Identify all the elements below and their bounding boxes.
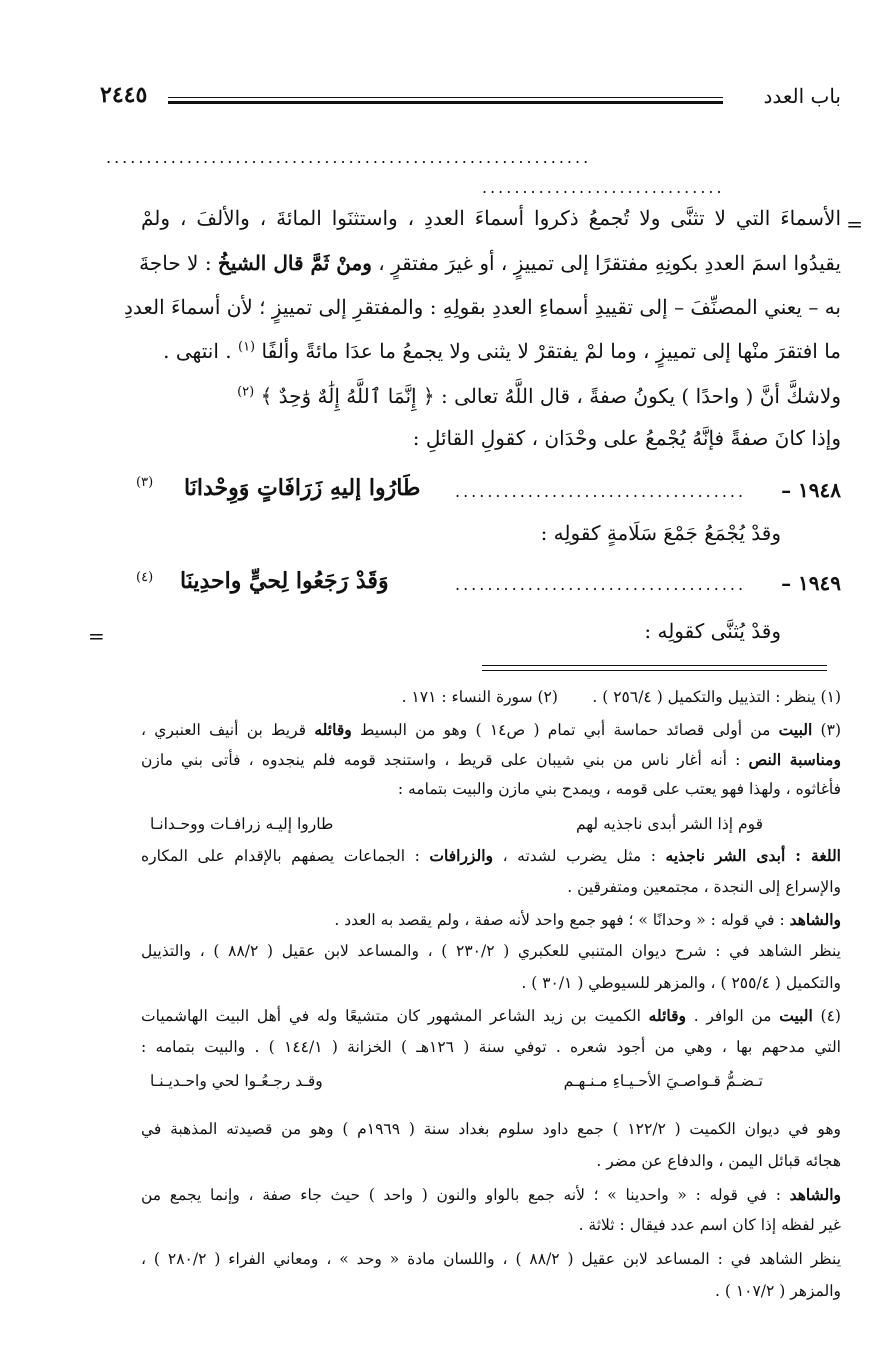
ellipsis-separator-short: .............................. <box>482 178 725 197</box>
footnote-bold: وقائله <box>314 720 352 739</box>
footnote-3-line: والإسراع إلى النجدة ، مجتمعين ومتفرقين . <box>567 878 841 896</box>
footnote-3-poem-second-hemistich: طاروا إليـه زرافـات ووحـدانـا <box>150 815 334 833</box>
verse-text: وَقَدْ رَجَعُوا لِحيٍّ واحدِينَا <box>180 568 389 594</box>
footnote-bold: والزرافات <box>429 846 494 865</box>
verse-ellipsis: .................................... <box>455 575 747 594</box>
footnote-reference: (٤) <box>136 570 154 585</box>
main-text-segment: يقيدُوا اسمَ العددِ بكونِهِ مفتقرًا إلى تمييزٍ ، أو غيرَ مفتقرٍ ، <box>371 251 841 275</box>
footnote-3-line <box>141 720 841 739</box>
footnote-4-line: والمزهر ( ١٠٧/٢ ) . <box>714 1282 841 1300</box>
footnote-segment: : أنه أغار ناس من بني شيبان على قريط ، واستنجد قومه فلم ينجدوه ، فأتى بني مازن <box>141 751 749 769</box>
footnote-bold: والشاهد <box>789 910 841 929</box>
main-text-line: وإذا كانَ صفةً فإنَّهُ يُجْمعُ على وحْدَان ، كقولِ القائلِ : <box>412 426 841 450</box>
main-text-line: به – يعني المصنِّفَ – إلى تقييدِ أسماءِ العددِ بقولِهِ : والمفتقرِ إلى تمييزٍ ؛ لأن أسماءَ العددِ <box>123 295 841 319</box>
footnote-4-poem-second-hemistich: وقـد رجـعُـوا لحي واحـديـنـا <box>150 1072 323 1090</box>
footnote-3-line <box>334 910 841 929</box>
main-text-line: وقدْ يُثنَّى كقولِه : <box>644 619 781 643</box>
footnote-bold: ومناسبة النص <box>748 750 841 769</box>
main-text-segment: ما افتقرَ منْها إلى تمييزٍ ، وما لمْ يفتقرْ لا يثنى ولا يجمعُ ما عدَا مائةً وألفًا <box>261 339 841 363</box>
main-text-segment: ولاشكَّ أنَّ ( واحدًا ) يكونُ صفةً ، قال اللَّهُ تعالى : ﴿ إِنَّمَا ٱللَّهُ إِلَٰهٌ وَٰحِدٌ ﴾ <box>260 384 841 408</box>
footnote-reference: (٣) <box>136 475 154 490</box>
footnote-segment: : في قوله : « واحدينا » ؛ لأنه جمع بالواو والنون ( واحد ) حيث جاء صفة ، وإنما يجمع من <box>141 1186 790 1204</box>
footnote-bold: اللغة : أبدى الشر ناجذيه <box>665 846 841 865</box>
footnote-segment: : الجماعات يصفهم بالإقدام على المكاره <box>141 847 430 865</box>
verse-number: ١٩٤٩ – <box>781 571 841 595</box>
page-number: ٢٤٤٥ <box>100 82 148 108</box>
main-text-line <box>141 339 841 363</box>
footnote-segment: من أولى قصائد حماسة أبي تمام ( ص١٤ ) وهو من البسيط <box>351 721 779 739</box>
main-text-line <box>171 384 841 408</box>
footnote-3-line: ينظر الشاهد في : شرح ديوان المتنبي للعكبري ( ٢٣٠/٢ ) ، والمساعد لابن عقيل ( ٨٨/٢ ) ، والتذييل <box>141 942 841 960</box>
footnote-3-line <box>141 750 841 769</box>
footnote-bold: وقائله <box>648 1006 686 1025</box>
footnote-segment: من الوافر . <box>686 1007 780 1025</box>
header-rule-thick <box>168 101 723 104</box>
footnote-reference: (٢) <box>237 384 255 400</box>
footnote-segment: (٤) <box>812 1007 841 1025</box>
footnote-segment: : مثل يضرب لشدته ، <box>493 847 666 865</box>
footnote-1-2: (١) ينظر : التذييل والتكميل ( ٢٥٦/٤ ) . (٢) سورة النساء : ١٧١ . <box>401 688 841 706</box>
footnote-4-line <box>141 1006 841 1025</box>
main-text-segment: : لا حاجةَ <box>139 251 218 275</box>
main-text-line: الأسماءَ التي لا تثنَّى ولا تُجمعُ ذكروا أسماءَ العددِ ، واستثنَوا المائةَ ، والألفَ ، ولمْ <box>141 206 841 230</box>
footnote-4-line <box>141 1185 841 1204</box>
footnote-4-line: وهو في ديوان الكميت ( ١٢٢/٢ ) جمع داود سلوم بغداد سنة ( ١٩٦٩م ) وهو من قصيدته المذهبة في <box>141 1120 842 1138</box>
footnote-3-poem-first-hemistich: قوم إذا الشر أبدى ناجذيه لهم <box>575 815 763 833</box>
main-text-line: وقدْ يُجْمَعُ جَمْعَ سَلَامةٍ كقولِه : <box>540 521 781 545</box>
footnote-segment: الكميت بن زيد الشاعر المشهور كان متشيعًا وله في أهل البيت الهاشميات <box>141 1007 649 1025</box>
running-header-title: باب العدد <box>763 84 841 108</box>
footnote-3-line: فأغاثوه ، ولهذا فهو يعتب على قومه ، ويمدح بني مازن والبيت بتمامه : <box>397 780 841 798</box>
verse-ellipsis: .................................... <box>455 482 747 501</box>
footnote-rule <box>482 670 827 671</box>
verse-number: ١٩٤٨ – <box>781 478 841 502</box>
footnote-4-poem-first-hemistich: تـضـمُّ قـواصـيَ الأحـيـاءِ مـنـهـم <box>563 1072 763 1090</box>
footnote-4-line: هجائه قبائل اليمن ، والدفاع عن مضر . <box>596 1152 841 1170</box>
main-text-line <box>141 251 841 275</box>
footnote-bold: البيت <box>779 1006 813 1025</box>
main-text-bold: ومنْ ثَمَّ قال الشيخُ <box>217 251 372 275</box>
footnote-3-line <box>141 846 841 865</box>
footnote-rule <box>482 665 827 666</box>
footnote-bold: البيت <box>778 720 813 739</box>
footnote-bold: والشاهد <box>789 1185 841 1204</box>
ellipsis-separator: ............................................................ <box>106 148 592 167</box>
footnote-4-line: التي مدحهم بها ، وهي من أجود شعره . توفي سنة ( ١٢٦هـ ) الخزانة ( ١٤٤/١ ) . والبيت بتمامه : <box>141 1038 841 1056</box>
continuation-mark-end: = <box>88 624 105 648</box>
footnote-segment: قريط بن أنيف العنبري ، <box>141 721 315 739</box>
footnote-4-line: ينظر الشاهد في : المساعد لابن عقيل ( ٨٨/٢ ) ، واللسان مادة « وحد » ، ومعاني الفراء ( ٢٨٠/٢ ) ، <box>141 1250 842 1268</box>
footnote-segment: (٣) <box>812 721 841 739</box>
footnote-3-line: والتكميل ( ٢٥٥/٤ ) ، والمزهر للسيوطي ( ٣٠/١ ) . <box>521 974 841 992</box>
main-text-segment: . انتهى . <box>163 339 238 363</box>
footnote-reference: (١) <box>237 339 256 355</box>
header-rule <box>168 97 723 98</box>
footnote-4-line: غير لفظه إذا كان اسم عدد فيقال : ثلاثة . <box>578 1216 841 1234</box>
continuation-mark-start: = <box>846 212 863 236</box>
verse-text: طَارُوا إليهِ زَرَافَاتٍ وَوِحْدانَا <box>184 475 421 501</box>
footnote-segment: : في قوله : « وحدانًا » ؛ فهو جمع واحد لأنه صفة ، ولم يقصد به العدد . <box>334 911 790 929</box>
